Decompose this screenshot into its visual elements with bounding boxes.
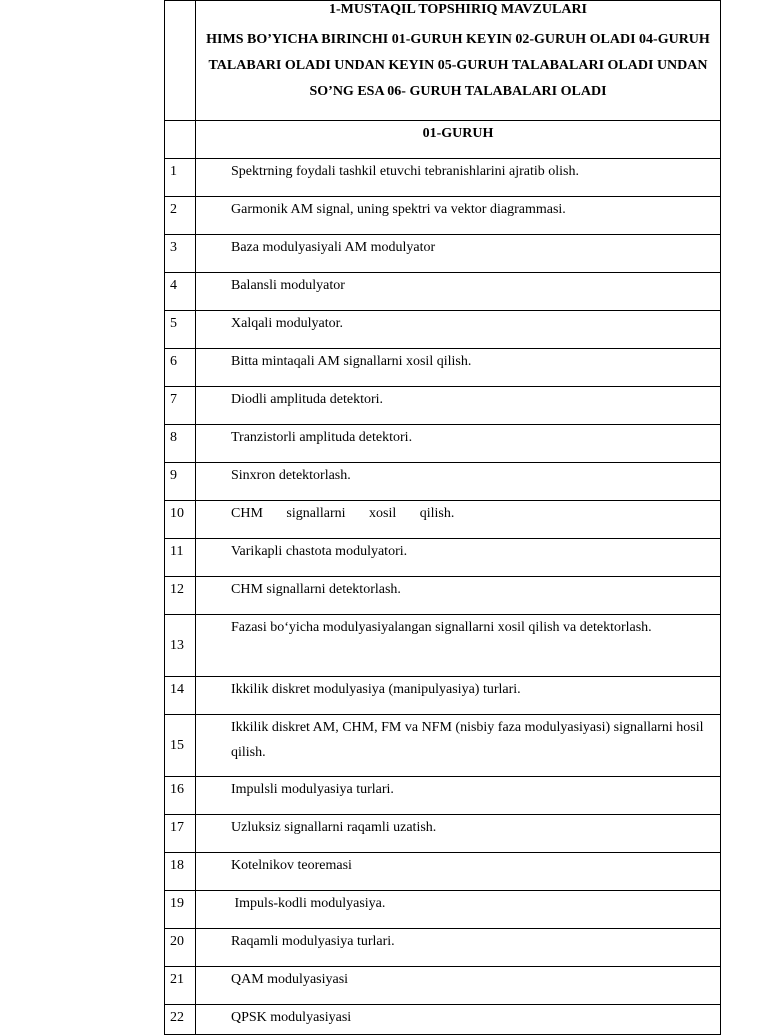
row-topic: Xalqali modulyator. [196,311,721,349]
table-row [165,853,721,891]
row-number: 8 [165,425,196,463]
row-topic: Ikkilik diskret modulyasiya (manipulyasiya) turlari. [196,677,721,715]
row-topic: Fazasi bo‘yicha modulyasiyalangan signallarni xosil qilish va detektorlash. [196,615,721,677]
row-topic: CHM signallarni xosil qilish. [196,501,721,539]
row-topic: Baza modulyasiyali AM modulyator [196,235,721,273]
row-number: 16 [165,777,196,815]
document-description: HIMS BO’YICHA BIRINCHI 01-GURUH KEYIN 02-GURUH OLADI 04-GURUH TALABARI OLADI UNDAN KEYIN 05-GURUH TALABALARI OLADI UNDAN SO’NG ESA 06- GURUH TALABALARI OLADI [206,32,710,99]
table-row [165,929,721,967]
row-topic: QAM modulyasiyasi [196,967,721,1005]
row-number: 7 [165,387,196,425]
row-number: 9 [165,463,196,501]
table-row [165,235,721,273]
row-number: 2 [165,197,196,235]
table-row [165,539,721,577]
group-number-cell [165,121,196,159]
table-row [165,197,721,235]
table-row [165,891,721,929]
topics-table [164,0,721,1035]
table-row [165,349,721,387]
table-row [165,577,721,615]
row-number: 17 [165,815,196,853]
table-row [165,967,721,1005]
row-topic: Ikkilik diskret AM, CHM, FM va NFM (nisbiy faza modulyasiyasi) signallarni hosil qilish. [196,715,721,777]
row-topic: Kotelnikov teoremasi [196,853,721,891]
row-topic: CHM signallarni detektorlash. [196,577,721,615]
row-topic: Impulsli modulyasiya turlari. [196,777,721,815]
table-row [165,1005,721,1035]
table-row [165,387,721,425]
row-number: 14 [165,677,196,715]
header-cell [196,1,721,121]
table-row [165,501,721,539]
row-topic: Raqamli modulyasiya turlari. [196,929,721,967]
row-number: 4 [165,273,196,311]
row-topic: Spektrning foydali tashkil etuvchi tebranishlarini ajratib olish. [196,159,721,197]
document-title: 1-MUSTAQIL TOPSHIRIQ MAVZULARI [328,2,587,17]
row-topic: Garmonik AM signal, uning spektri va vektor diagrammasi. [196,197,721,235]
row-topic: Varikapli chastota modulyatori. [196,539,721,577]
row-number: 6 [165,349,196,387]
row-topic: QPSK modulyasiyasi [196,1005,721,1035]
row-topic: Uzluksiz signallarni raqamli uzatish. [196,815,721,853]
row-topic: Bitta mintaqali AM signallarni xosil qilish. [196,349,721,387]
row-number: 3 [165,235,196,273]
row-topic: Tranzistorli amplituda detektori. [196,425,721,463]
row-topic: Sinxron detektorlash. [196,463,721,501]
table-row [165,777,721,815]
row-number: 15 [165,715,196,777]
row-number: 5 [165,311,196,349]
header-number-cell [165,1,196,121]
group-label: 01-GURUH [196,121,721,159]
row-number: 1 [165,159,196,197]
group-row [165,121,721,159]
row-number: 21 [165,967,196,1005]
row-number: 11 [165,539,196,577]
table-row [165,425,721,463]
table-row [165,311,721,349]
table-row [165,273,721,311]
table-row [165,615,721,677]
row-topic: Balansli modulyator [196,273,721,311]
header-row [165,1,721,121]
row-number: 20 [165,929,196,967]
row-number: 13 [165,615,196,677]
row-number: 22 [165,1005,196,1035]
table-row [165,715,721,777]
row-number: 10 [165,501,196,539]
table-row [165,815,721,853]
row-number: 18 [165,853,196,891]
row-number: 12 [165,577,196,615]
table-row [165,159,721,197]
row-topic: Impuls-kodli modulyasiya. [196,891,721,929]
row-topic: Diodli amplituda detektori. [196,387,721,425]
table-row [165,463,721,501]
row-number: 19 [165,891,196,929]
table-row [165,677,721,715]
